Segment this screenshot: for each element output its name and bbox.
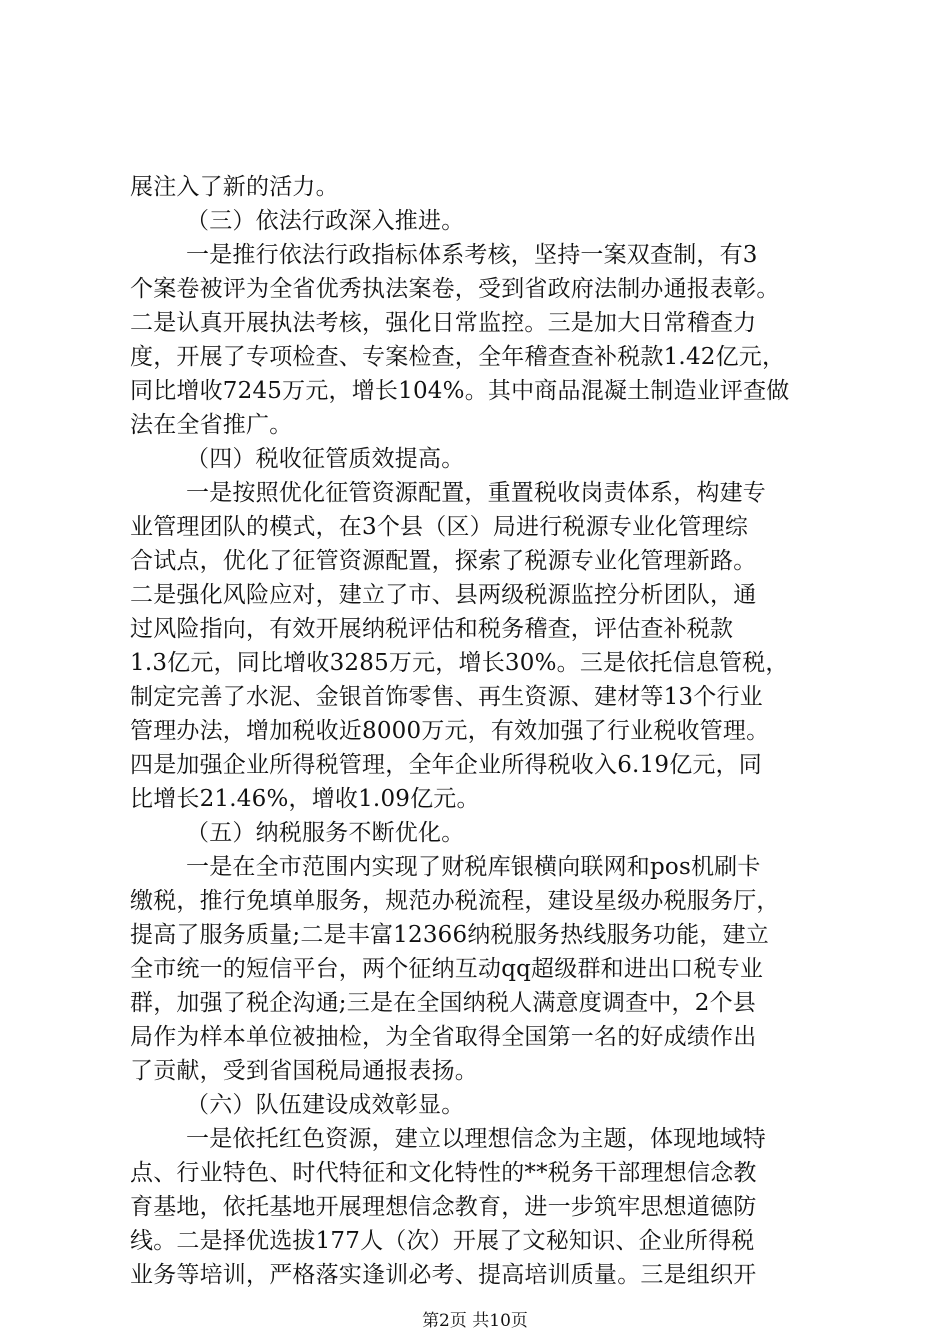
section-heading: （五）纳税服务不断优化。 (186, 820, 465, 846)
text-line: 群，加强了税企沟通;三是在全国纳税人满意度调查中，2个县 (130, 990, 756, 1016)
text-line: 展注入了新的活力。 (130, 174, 339, 200)
text-line: 同比增收7245万元，增长104%。其中商品混凝土制造业评查做 (130, 378, 790, 404)
text-line: 局作为样本单位被抽检，为全省取得全国第一名的好成绩作出 (130, 1024, 757, 1050)
text-line: 过风险指向，有效开展纳税评估和税务稽查，评估查补税款 (130, 616, 734, 642)
text-line: 业管理团队的模式，在3个县（区）局进行税源专业化管理综 (130, 514, 749, 540)
text-line: 一是按照优化征管资源配置，重置税收岗责体系，构建专 (186, 480, 766, 506)
text-line: 育基地，依托基地开展理想信念教育，进一步筑牢思想道德防 (130, 1194, 757, 1220)
text-line: 管理办法，增加税收近8000万元，有效加强了行业税收管理。 (130, 718, 770, 744)
text-line: 一是在全市范围内实现了财税库银横向联网和pos机刷卡 (186, 854, 761, 880)
text-line: 线。二是择优选拔177人（次）开展了文秘知识、企业所得税 (130, 1228, 755, 1254)
text-line: 法在全省推广。 (130, 412, 293, 438)
section-heading: （四）税收征管质效提高。 (186, 446, 465, 472)
text-line: 四是加强企业所得税管理，全年企业所得税收入6.19亿元，同 (130, 752, 763, 778)
page-number: 第2页 共10页 (422, 1311, 528, 1331)
text-line: 个案卷被评为全省优秀执法案卷，受到省政府法制办通报表彰。 (130, 276, 780, 302)
text-line: 全市统一的短信平台，两个征纳互动qq超级群和进出口税专业 (130, 956, 764, 982)
text-line: 1.3亿元，同比增收3285万元，增长30%。三是依托信息管税， (130, 650, 789, 676)
text-line: 二是认真开展执法考核，强化日常监控。三是加大日常稽查力 (130, 310, 757, 336)
text-line: 度，开展了专项检查、专案检查，全年稽查查补税款1.42亿元， (130, 344, 786, 370)
text-line: 缴税，推行免填单服务，规范办税流程，建设星级办税服务厅， (130, 888, 780, 914)
text-line: 点、行业特色、时代特征和文化特性的**税务干部理想信念教 (130, 1160, 757, 1186)
text-line: 一是依托红色资源，建立以理想信念为主题，体现地域特 (186, 1126, 766, 1152)
text-line: 提高了服务质量;二是丰富12366纳税服务热线服务功能，建立 (130, 922, 769, 948)
text-line: 合试点，优化了征管资源配置，探索了税源专业化管理新路。 (130, 548, 757, 574)
text-line: 制定完善了水泥、金银首饰零售、再生资源、建材等13个行业 (130, 684, 763, 710)
text-line: 业务等培训，严格落实逢训必考、提高培训质量。三是组织开 (130, 1262, 757, 1288)
section-heading: （六）队伍建设成效彰显。 (186, 1092, 465, 1118)
text-line: 一是推行依法行政指标体系考核，坚持一案双查制，有3 (186, 242, 758, 268)
text-line: 比增长21.46%，增收1.09亿元。 (130, 786, 480, 812)
text-line: 二是强化风险应对，建立了市、县两级税源监控分析团队，通 (130, 582, 757, 608)
section-heading: （三）依法行政深入推进。 (186, 208, 465, 234)
text-line: 了贡献，受到省国税局通报表扬。 (130, 1058, 478, 1084)
